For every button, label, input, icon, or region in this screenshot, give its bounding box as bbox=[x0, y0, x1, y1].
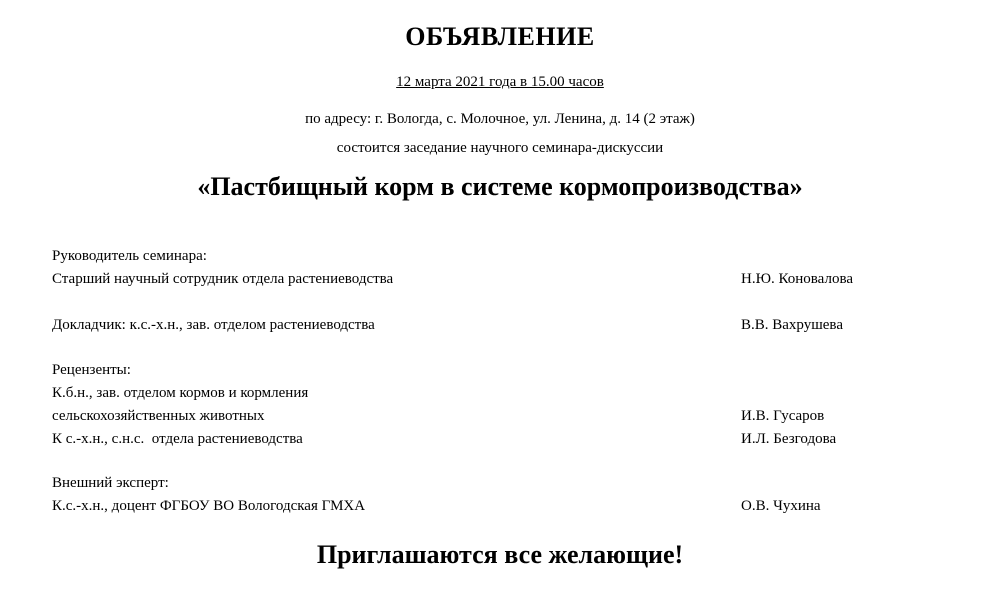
seminar-topic: «Пастбищный корм в системе кормопроизводства» bbox=[197, 172, 803, 201]
date-line bbox=[0, 74, 1000, 91]
date-text: 12 марта 2021 года в 15.00 часов bbox=[396, 74, 604, 90]
reviewer-2-name: И.Л. Безгодова bbox=[741, 431, 837, 447]
leader-heading: Руководитель семинара: bbox=[52, 248, 207, 264]
reviewer-1-role-line1: К.б.н., зав. отделом кормов и кормления bbox=[52, 385, 309, 401]
expert-heading: Внешний эксперт: bbox=[52, 475, 169, 491]
address-line: по адресу: г. Вологда, с. Молочное, ул. Ленина, д. 14 (2 этаж) bbox=[305, 111, 695, 127]
reviewer-2-role: К с.-х.н., с.н.с. отдела растениеводства bbox=[52, 431, 303, 447]
reviewers-heading: Рецензенты: bbox=[52, 362, 131, 378]
invitation-text: Приглашаются все желающие! bbox=[316, 540, 684, 569]
leader-name: Н.Ю. Коновалова bbox=[741, 271, 853, 287]
leader-role: Старший научный сотрудник отдела растениеводства bbox=[52, 271, 394, 287]
document-title: ОБЪЯВЛЕНИЕ bbox=[405, 22, 595, 51]
speaker-role: Докладчик: к.с.-х.н., зав. отделом растениеводства bbox=[52, 317, 375, 333]
expert-role: К.с.-х.н., доцент ФГБОУ ВО Вологодская ГМХА bbox=[52, 498, 366, 514]
reviewer-1-role-line2: сельскохозяйственных животных bbox=[52, 408, 265, 424]
intro-line: состоится заседание научного семинара-дискуссии bbox=[336, 140, 664, 156]
reviewer-1-name: И.В. Гусаров bbox=[741, 408, 825, 424]
expert-name: О.В. Чухина bbox=[741, 498, 821, 514]
speaker-name: В.В. Вахрушева bbox=[741, 317, 843, 333]
